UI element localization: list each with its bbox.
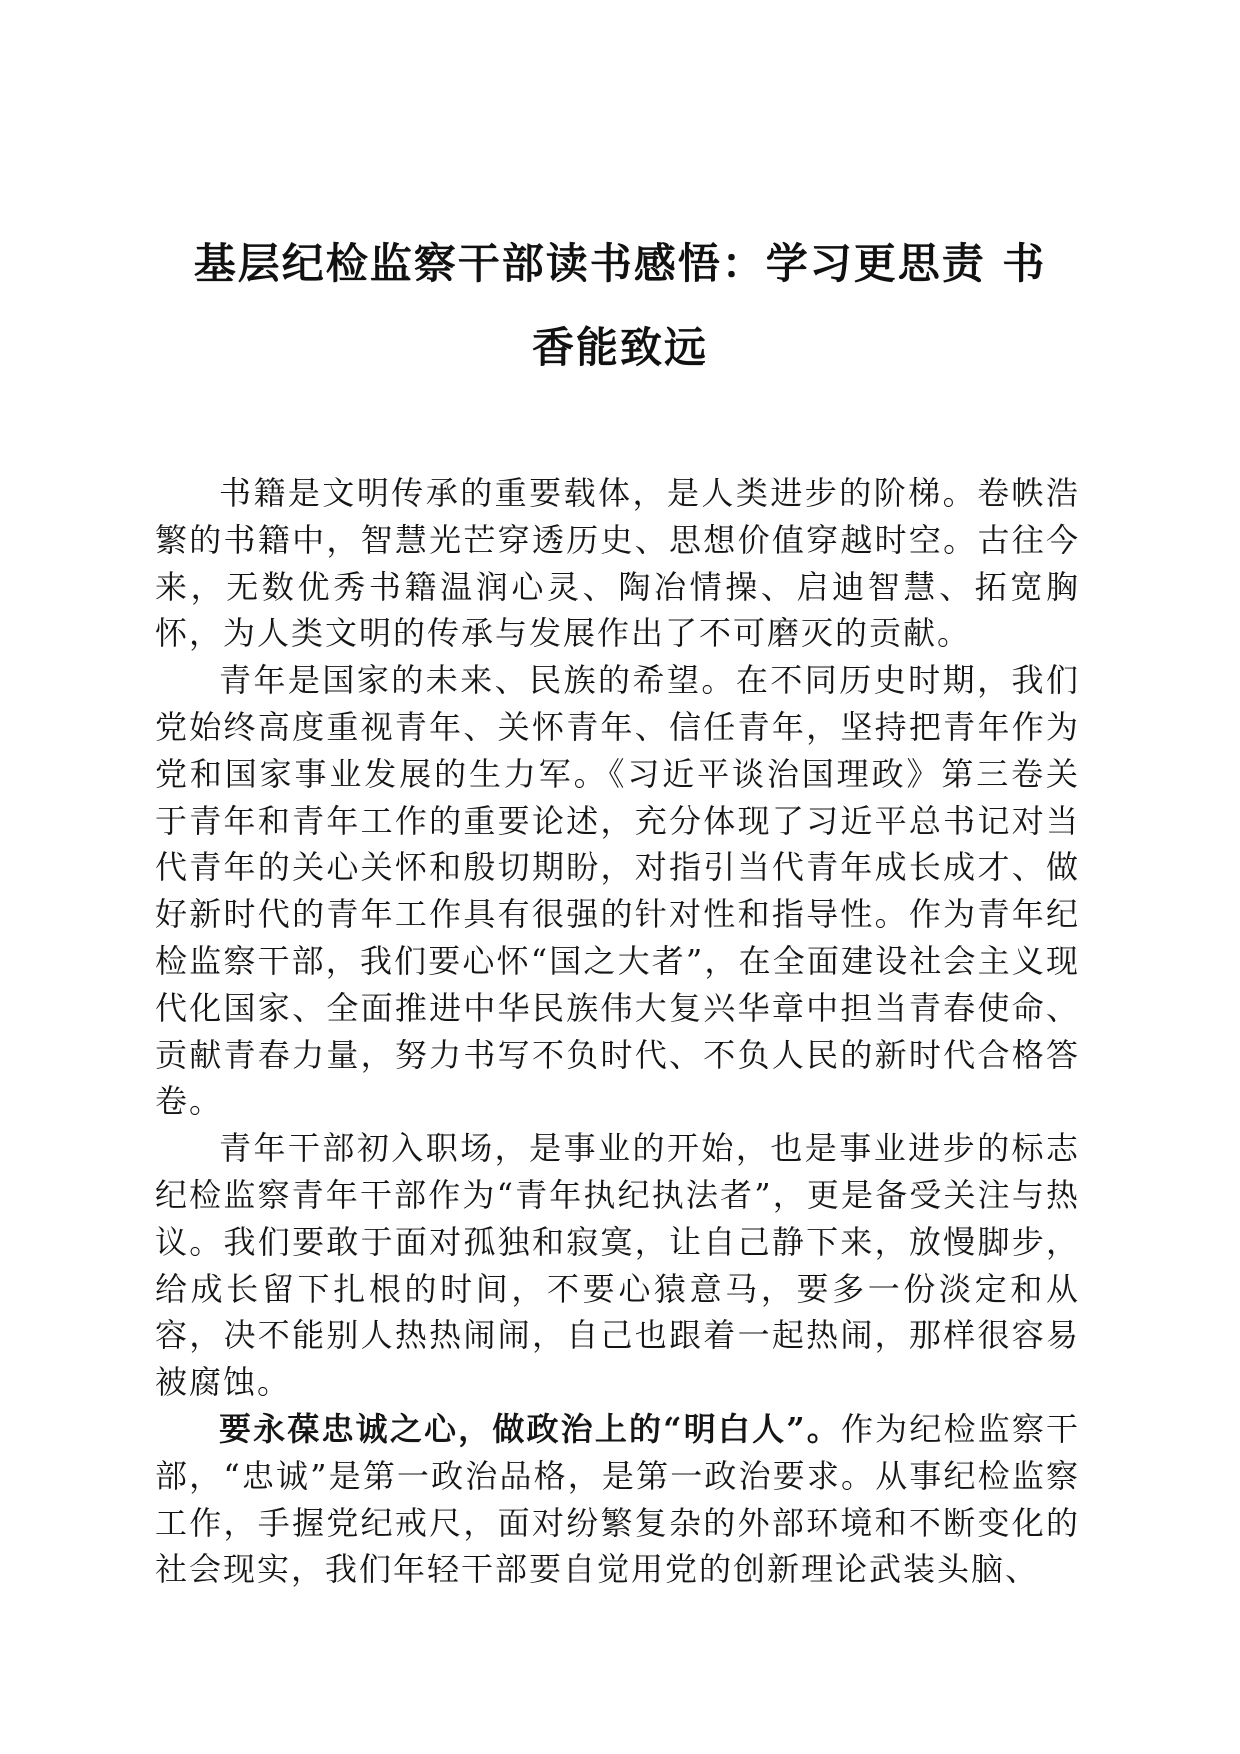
paragraph-2-text: 青年是国家的未来、民族的希望。在不同历史时期，我们党始终高度重视青年、关怀青年、信任青年，坚持把青年作为党和国家事业发展的生力军。《习近平谈治国理政》第三卷关于青年和青年工作的重要论述，充分体现了习近平总书记对当代青年的关心关怀和殷切期盼，对指引当代青年成长成才、做好新时代的青年工作具有很强的针对性和指导性。作为青年纪检监察干部，我们要心怀“国之大者”，在全面建设社会主义现代化国家、全面推进中华民族伟大复兴华章中担当青春使命、贡献青春力量，努力书写不负时代、不负人民的新时代合格答卷。 xyxy=(155,661,1080,1121)
paragraph-3 xyxy=(155,1125,1080,1406)
title-line-2: 香能致远 xyxy=(531,323,708,372)
paragraph-4-text: 作为纪检监察干部，“忠诚”是第一政治品格，是第一政治要求。从事纪检监察工作，手握党纪戒尺，面对纷繁复杂的外部环境和不断变化的社会现实，我们年轻干部要自觉用党的创新理论武装头脑、 xyxy=(155,1409,1080,1589)
paragraph-1 xyxy=(155,470,1080,657)
title-line-1: 基层纪检监察干部读书感悟：学习更思责 书 xyxy=(193,239,1047,288)
document-body xyxy=(155,470,1080,1593)
document-title xyxy=(150,222,1090,390)
paragraph-4 xyxy=(155,1406,1080,1593)
paragraph-3-text: 青年干部初入职场，是事业的开始，也是事业进步的标志纪检监察青年干部作为“青年执纪执法者”，更是备受关注与热议。我们要敢于面对孤独和寂寞，让自己静下来，放慢脚步，给成长留下扎根的时间，不要心猿意马，要多一份淡定和从容，决不能别人热热闹闹，自己也跟着一起热闹，那样很容易被腐蚀。 xyxy=(155,1129,1080,1402)
paragraph-4-lead: 要永葆忠诚之心，做政治上的“明白人”。 xyxy=(219,1409,841,1448)
paragraph-2 xyxy=(155,657,1080,1125)
paragraph-1-text: 书籍是文明传承的重要载体，是人类进步的阶梯。卷帙浩繁的书籍中，智慧光芒穿透历史、思想价值穿越时空。古往今来，无数优秀书籍温润心灵、陶冶情操、启迪智慧、拓宽胸怀，为人类文明的传承与发展作出了不可磨灭的贡献。 xyxy=(155,474,1080,653)
